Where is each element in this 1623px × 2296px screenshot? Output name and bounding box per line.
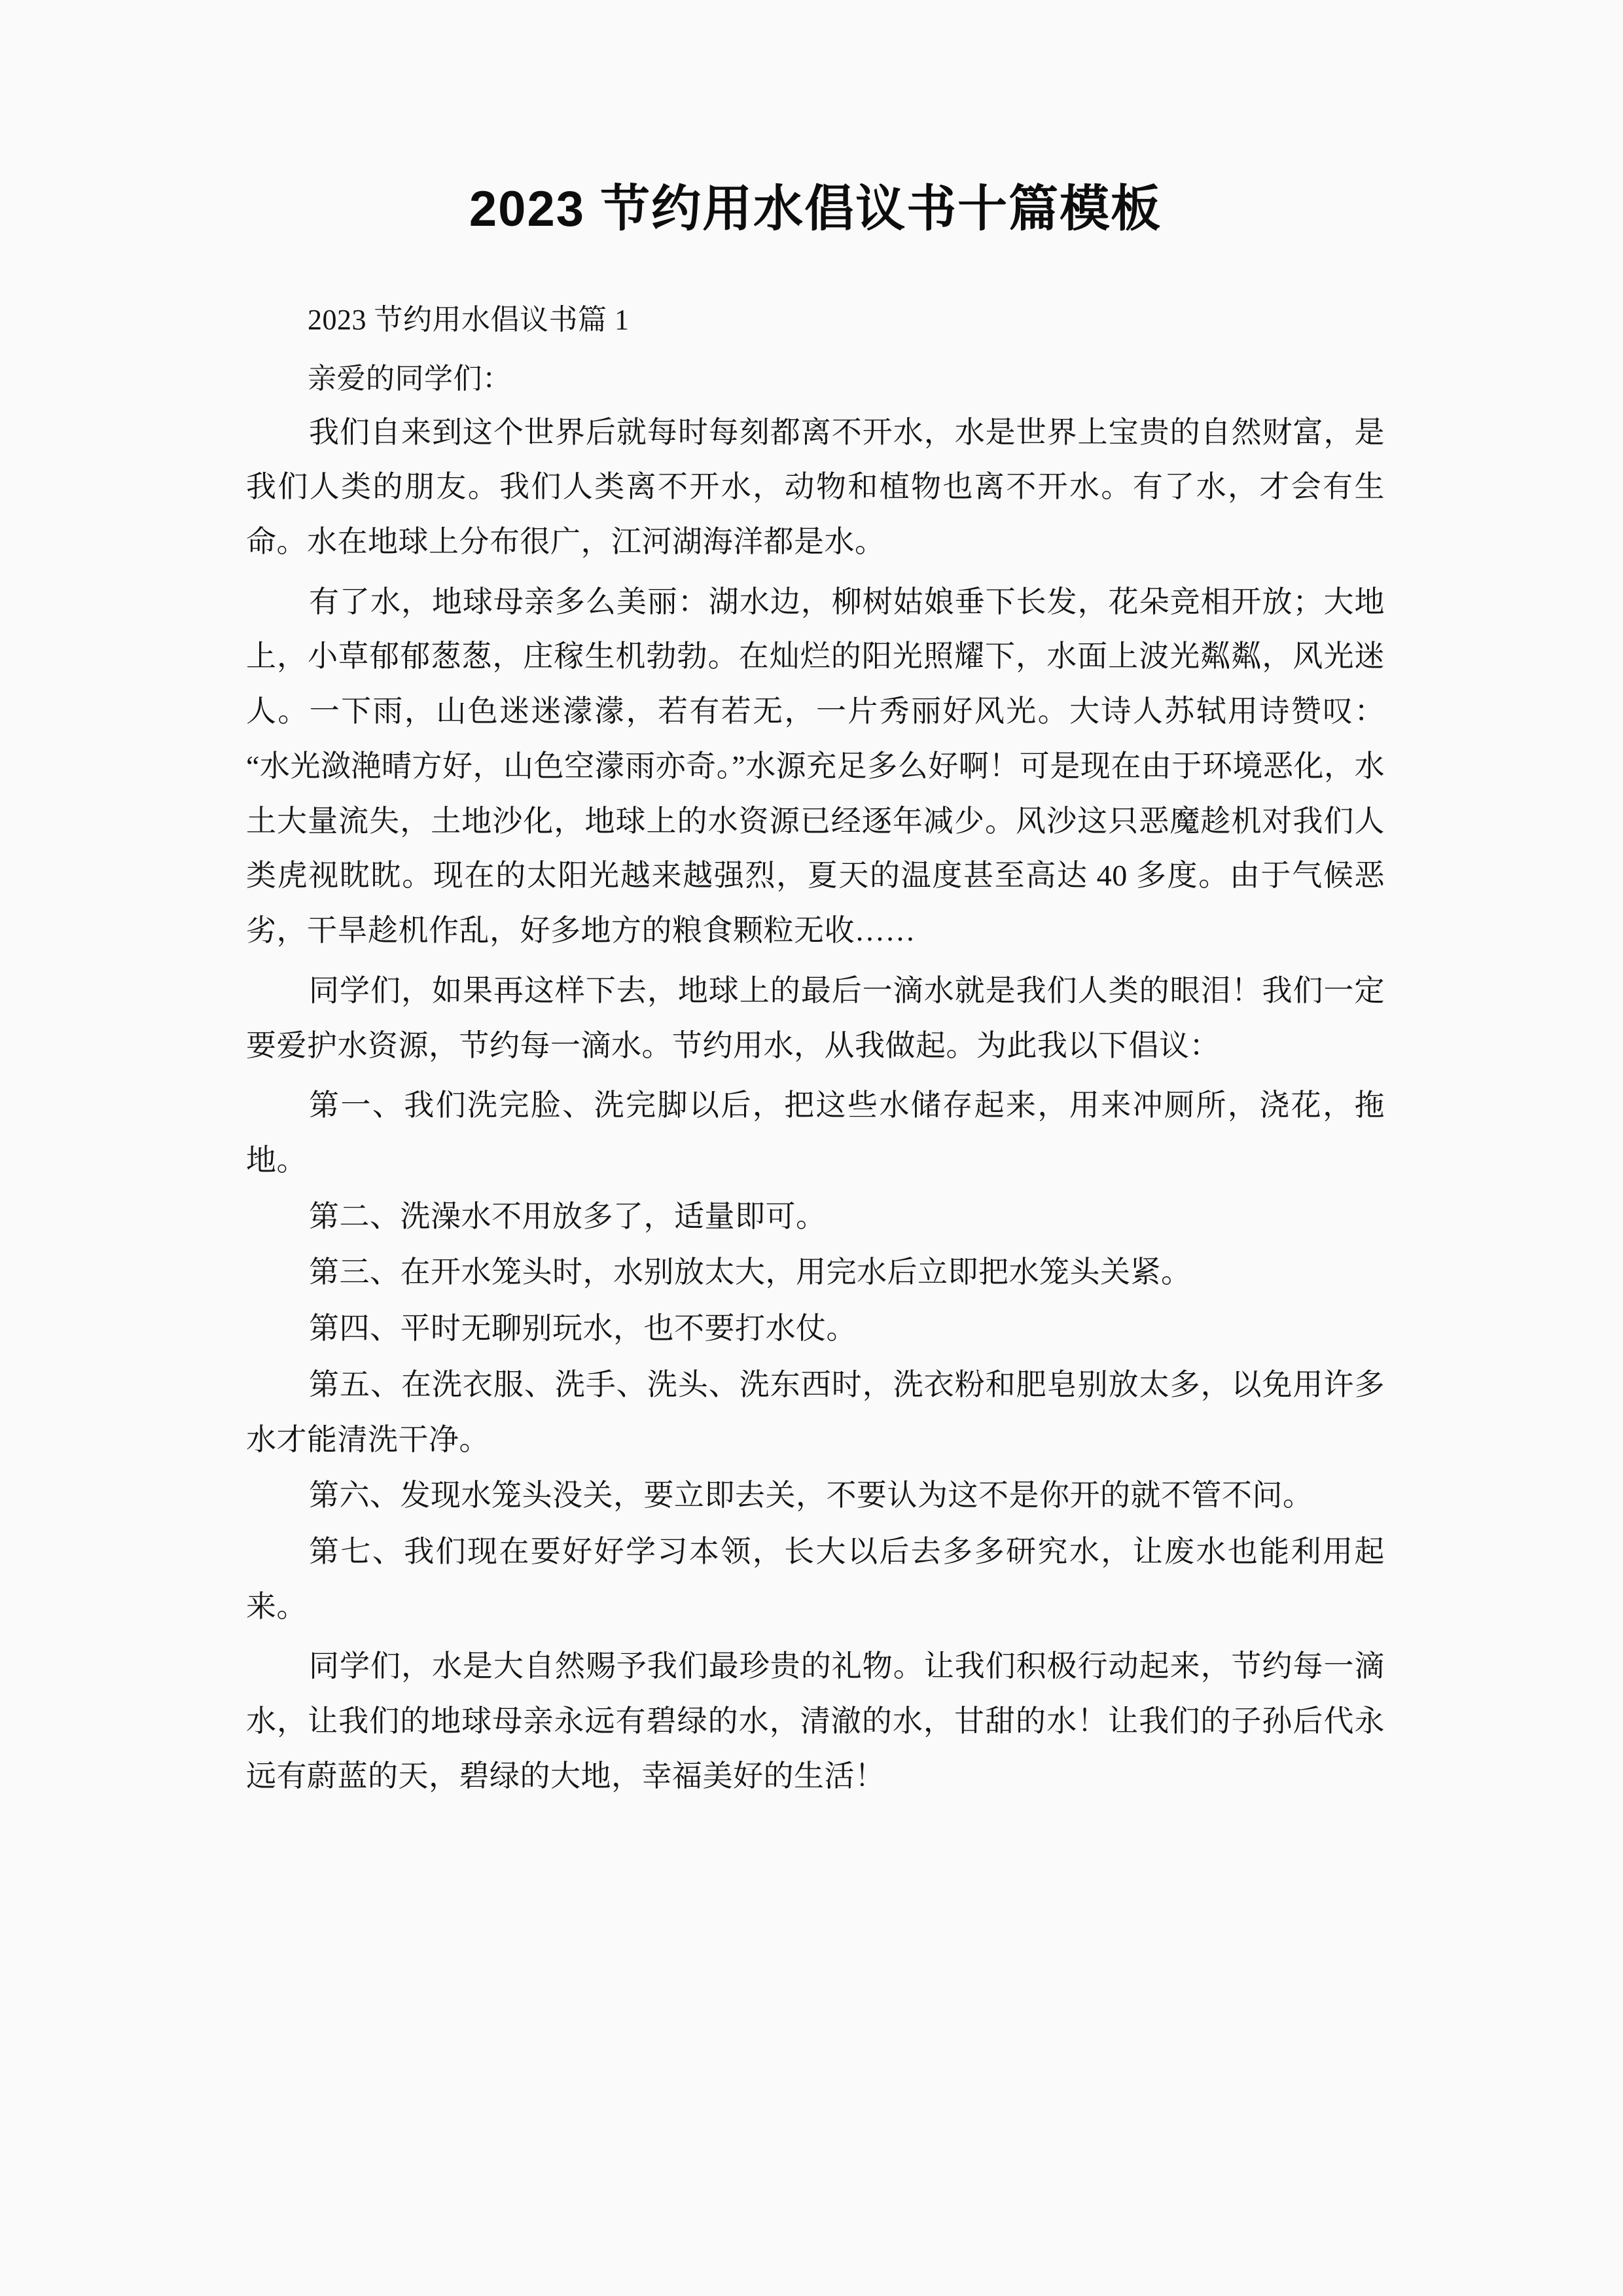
- list-item: 第五、在洗衣服、洗手、洗头、洗东西时，洗衣粉和肥皂别放太多，以免用许多水才能清洗干净。: [246, 1367, 1385, 1456]
- page-title: 2023 节约用水倡议书十篇模板: [469, 181, 1162, 237]
- list-item: 第六、发现水笼头没关，要立即去关，不要认为这不是你开的就不管不问。: [309, 1479, 1313, 1513]
- list-item: 第三、在开水笼头时，水别放太大，用完水后立即把水笼头关紧。: [309, 1255, 1192, 1289]
- list-item: 第一、我们洗完脸、洗完脚以后，把这些水储存起来，用来冲厕所，浇花，拖地。: [246, 1088, 1385, 1177]
- paragraph: 同学们，水是大自然赐予我们最珍贵的礼物。让我们积极行动起来，节约每一滴水，让我们的地球母亲永远有碧绿的水，清澈的水，甘甜的水！让我们的子孙后代永远有蔚蓝的天，碧绿的大地，幸福美好的生活！: [246, 1649, 1385, 1793]
- paragraph: 我们自来到这个世界后就每时每刻都离不开水，水是世界上宝贵的自然财富，是我们人类的朋友。我们人类离不开水，动物和植物也离不开水。有了水，才会有生命。水在地球上分布很广，江河湖海洋都是水。: [246, 415, 1385, 559]
- list-item: 第二、洗澡水不用放多了，适量即可。: [309, 1199, 827, 1233]
- list-item: 第四、平时无聊别玩水，也不要打水仗。: [309, 1312, 857, 1346]
- document-body: [246, 0, 1385, 1804]
- list-item: 第七、我们现在要好好学习本领，长大以后去多多研究水，让废水也能利用起来。: [246, 1534, 1385, 1623]
- section-subtitle: 2023 节约用水倡议书篇 1: [308, 304, 630, 336]
- salutation: 亲爱的同学们：: [308, 362, 512, 395]
- paragraph: 有了水，地球母亲多么美丽：湖水边，柳树姑娘垂下长发，花朵竞相开放；大地上，小草郁郁葱葱，庄稼生机勃勃。在灿烂的阳光照耀下，水面上波光粼粼，风光迷人。一下雨，山色迷迷濛濛，若有若无，一片秀丽好风光。大诗人苏轼用诗赞叹：“水光潋滟晴方好，山色空濛雨亦奇。”水源充足多么好啊！可是现在由于环境恶化，水土大量流失，土地沙化，地球上的水资源已经逐年减少。风沙这只恶魔趁机对我们人类虎视眈眈。现在的太阳光越来越强烈，夏天的温度甚至高达 40 多度。由于气候恶劣，干旱趁机作乱，好多地方的粮食颗粒无收……: [246, 584, 1385, 948]
- paragraph: 同学们，如果再这样下去，地球上的最后一滴水就是我们人类的眼泪！我们一定要爱护水资源，节约每一滴水。节约用水，从我做起。为此我以下倡议：: [246, 973, 1385, 1062]
